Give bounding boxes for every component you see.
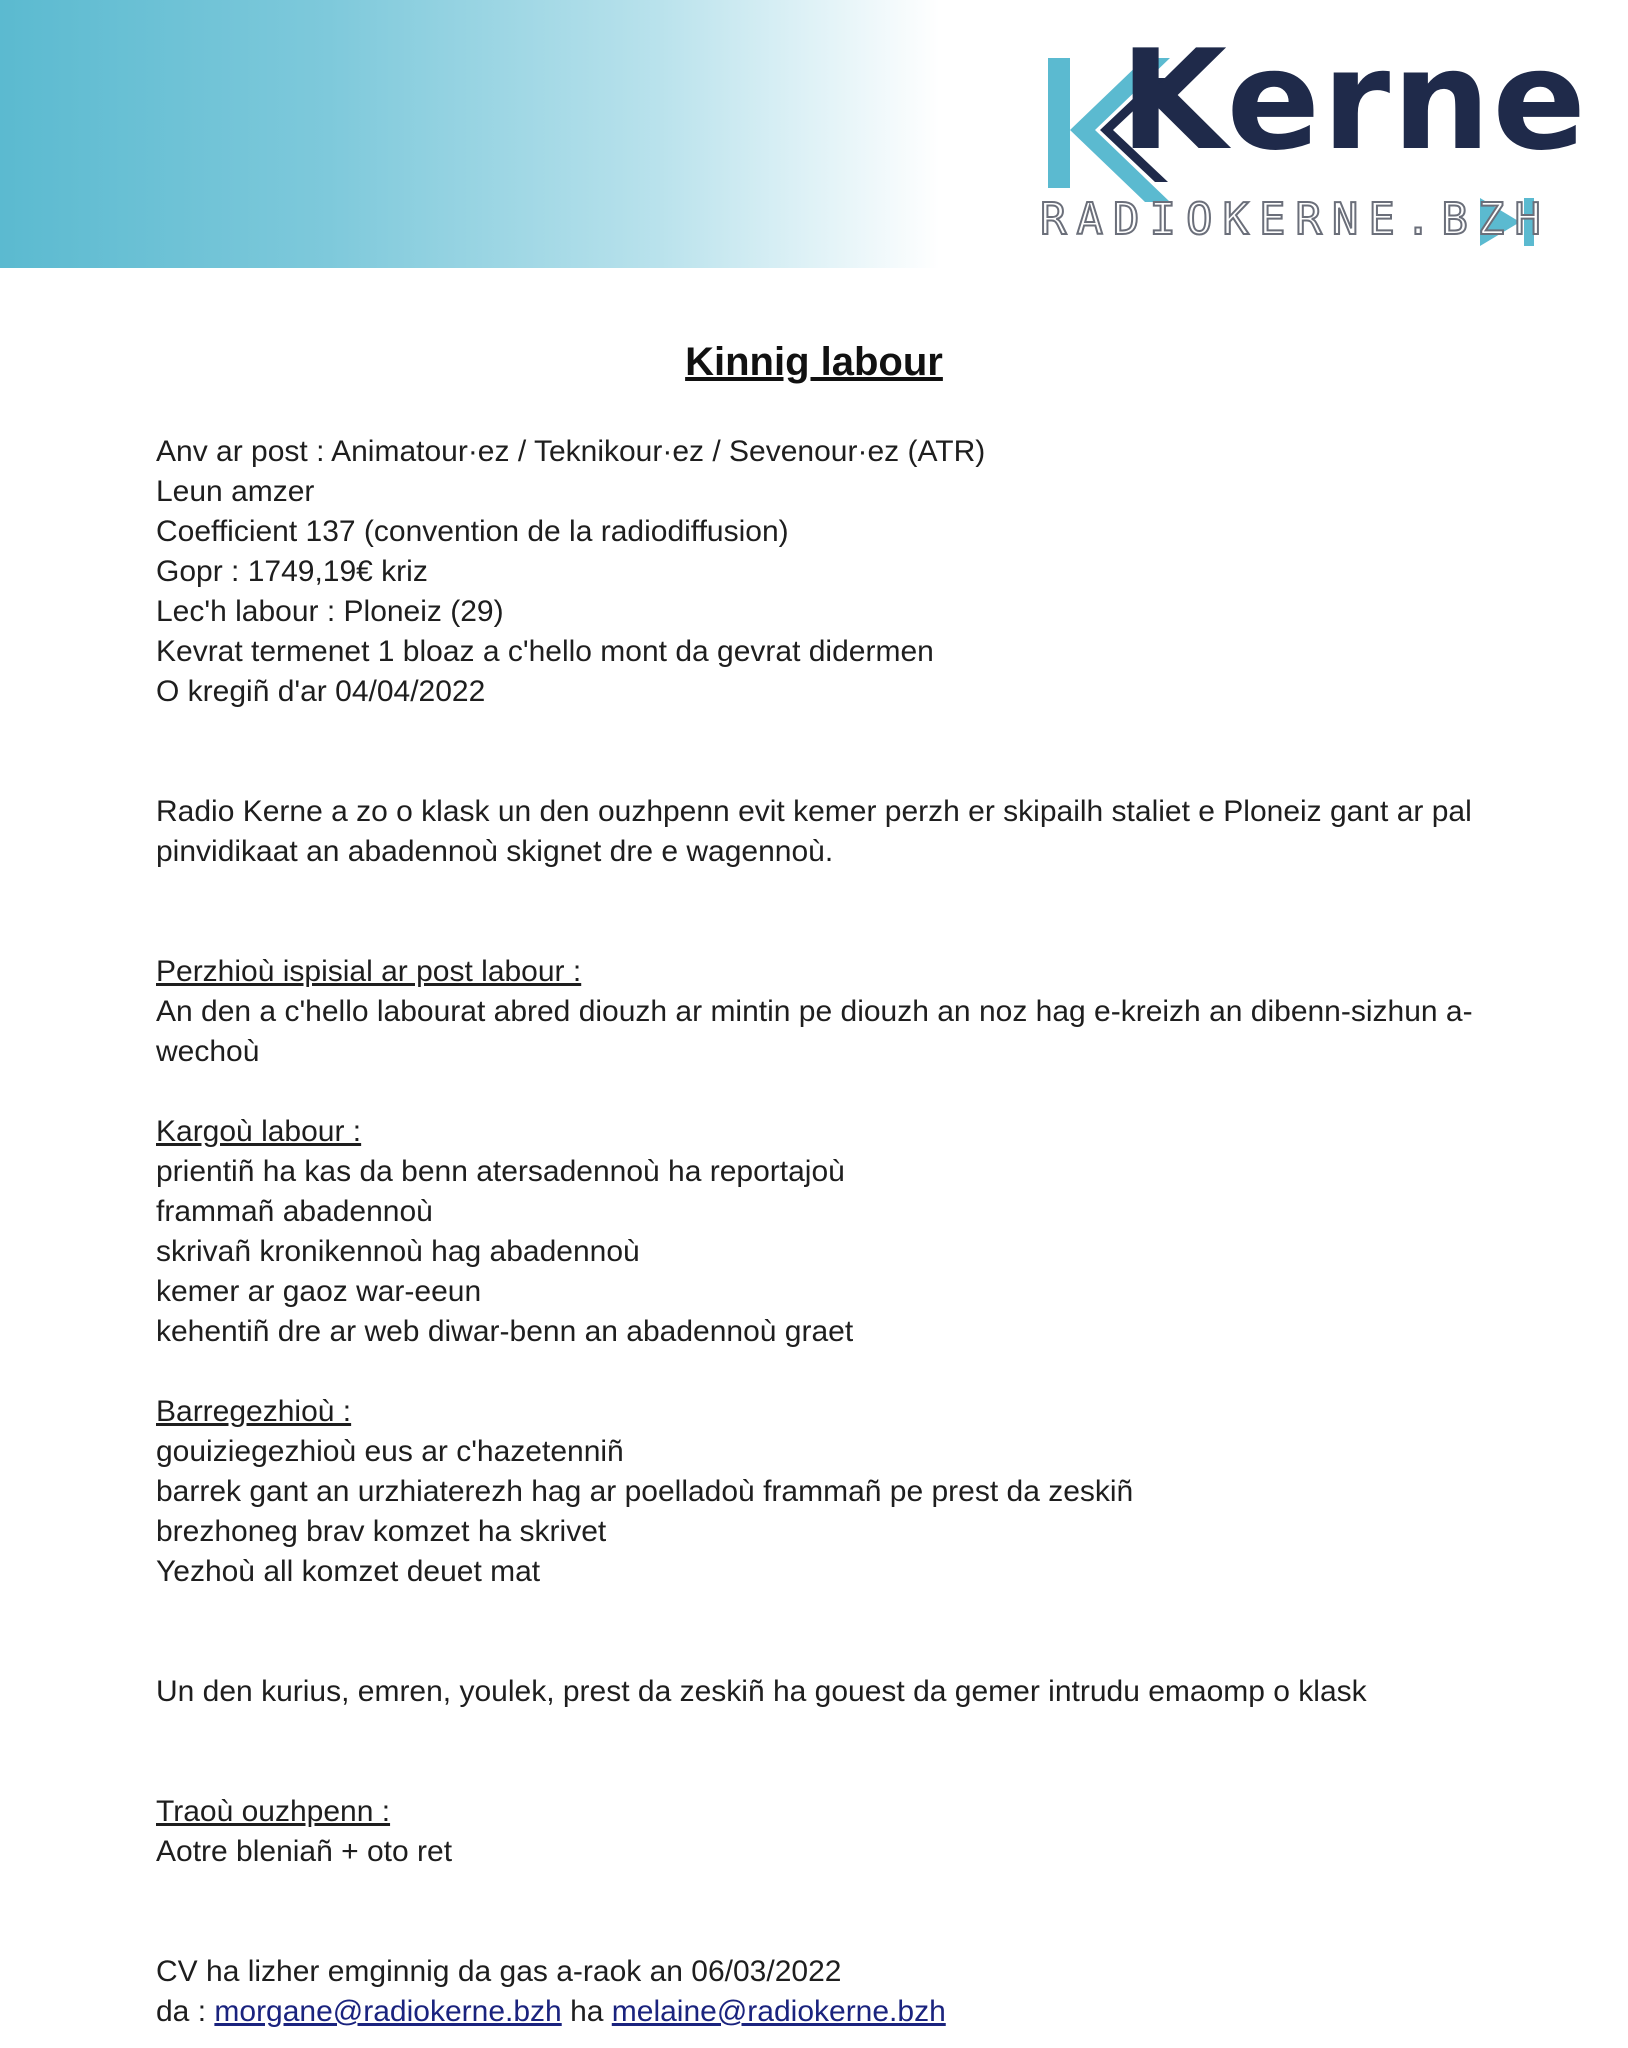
contacts-prefix: da : [156, 1995, 207, 2028]
section-heading-duties: Kargoù labour : [156, 1115, 362, 1148]
section-heading-extras: Traoù ouzhpenn : [156, 1795, 391, 1828]
spacer [156, 1872, 1486, 1952]
duty-item: prientiñ ha kas da benn atersadennoù ha reportajoù [156, 1155, 845, 1188]
section-heading-specifics: Perzhioù ispisial ar post labour : [156, 955, 582, 988]
extras-section [156, 1792, 1486, 1872]
profile-paragraph: Un den kurius, emren, youlek, prest da zeskiñ ha gouest da gemer intrudu emaomp o klask [156, 1675, 1367, 1708]
logo-wordmark: Kerne [1120, 20, 1589, 181]
application-section [156, 1952, 1486, 2032]
contacts-connector: ha [570, 1995, 604, 2028]
info-line: Coefficient 137 (convention de la radiodiffusion) [156, 515, 789, 548]
info-line: O kregiñ d'ar 04/04/2022 [156, 675, 486, 708]
logo-subtitle: RADIOKERNE.BZH [1040, 194, 1551, 245]
info-line: Kevrat termenet 1 bloaz a c'hello mont da gevrat didermen [156, 635, 934, 668]
email-link-melaine[interactable]: melaine@radiokerne.bzh [611, 1995, 946, 2028]
skill-item: barrek gant an urzhiaterezh hag ar poelladoù frammañ pe prest da zeskiñ [156, 1475, 1134, 1508]
duty-item: kemer ar gaoz war-eeun [156, 1275, 482, 1308]
specifics-section [156, 952, 1486, 1072]
spacer [156, 872, 1486, 952]
skill-item: gouiziegezhioù eus ar c'hazetenniñ [156, 1435, 624, 1468]
spacer [156, 712, 1486, 792]
document-body [156, 432, 1486, 2032]
spacer [156, 1072, 1486, 1112]
duties-section [156, 1112, 1486, 1352]
email-link-morgane[interactable]: morgane@radiokerne.bzh [214, 1995, 562, 2028]
spacer [156, 1592, 1486, 1672]
application-deadline: CV ha lizher emginnig da gas a-raok an 06/03/2022 [156, 1955, 842, 1988]
skill-item: Yezhoù all komzet deuet mat [156, 1555, 541, 1588]
intro-paragraph: Radio Kerne a zo o klask un den ouzhpenn evit kemer perzh er skipailh staliet e Ploneiz gant ar pal pinvidikaat an abadennoù skignet dre e wagennoù. [156, 795, 1472, 868]
duty-item: skrivañ kronikennoù hag abadennoù [156, 1235, 640, 1268]
extras-text: Aotre bleniañ + oto ret [156, 1835, 453, 1868]
specifics-text: An den a c'hello labourat abred diouzh ar mintin pe diouzh an noz hag e-kreizh an dibenn-sizhun a-wechoù [156, 995, 1473, 1068]
section-heading-skills: Barregezhioù : [156, 1395, 352, 1428]
application-contacts [156, 1992, 1486, 2032]
info-line: Lec'h labour : Ploneiz (29) [156, 595, 504, 628]
header-banner [0, 0, 940, 268]
info-line: Anv ar post : Animatour·ez / Teknikour·ez / Sevenour·ez (ATR) [156, 435, 986, 468]
radio-kerne-logo [1040, 20, 1589, 250]
spacer [156, 1352, 1486, 1392]
skill-item: brezhoneg brav komzet ha skrivet [156, 1515, 607, 1548]
page-title: Kinnig labour [685, 340, 943, 384]
info-line: Gopr : 1749,19€ kriz [156, 555, 428, 588]
spacer [156, 1712, 1486, 1792]
job-info-block [156, 432, 1486, 712]
duty-item: kehentiñ dre ar web diwar-benn an abadennoù graet [156, 1315, 854, 1348]
info-line: Leun amzer [156, 475, 315, 508]
duty-item: frammañ abadennoù [156, 1195, 433, 1228]
skills-section [156, 1392, 1486, 1592]
